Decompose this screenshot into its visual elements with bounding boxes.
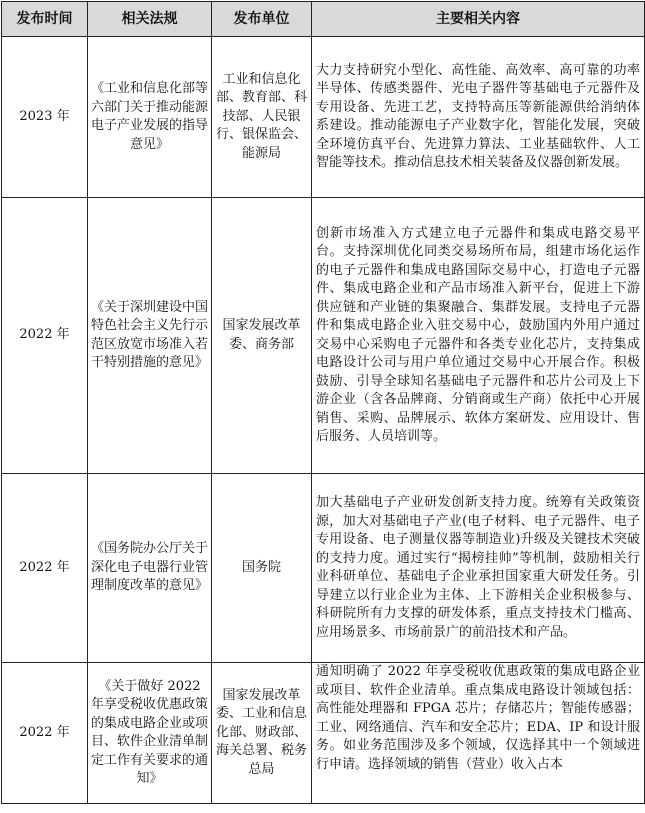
cell-regulation: 《关于深圳建设中国特色社会主义先行示范区放宽市场准入若干特别措施的意见》 bbox=[88, 198, 212, 474]
cell-content: 加大基础电子产业研发创新支持力度。统筹有关政策资源，加大对基础电子产业(电子材料、电子元器件、电子专用设备、电子测量仪器等制造业)升级及关键技术突破的支持力度。通过实行“揭榜挂帅”等机制，鼓励相关行业科研单位、基础电子企业承担国家重大研发任务。引导建立以行业企业为主体、上下游相关企业积极参与、科研院所有力支撑的研发体系，重点支持技术门槛高、应用场景多、市场前景广的前沿技术和产品。 bbox=[312, 474, 645, 663]
table-row bbox=[2, 37, 645, 198]
cell-time: 2022 年 bbox=[2, 198, 88, 474]
header-time: 发布时间 bbox=[2, 2, 88, 37]
cell-regulation: 《国务院办公厅关于深化电子电器行业管理制度改革的意见》 bbox=[88, 474, 212, 663]
cell-issuer: 工业和信息化部、教育部、科技部、人民银行、银保监会、能源局 bbox=[212, 37, 312, 198]
table-header bbox=[2, 2, 645, 37]
cell-regulation: 《关于做好 2022 年享受税收优惠政策的集成电路企业或项目、软件企业清单制定工作有关要求的通知》 bbox=[88, 663, 212, 804]
cell-content-text: 通知明确了 2022 年享受税收优惠政策的集成电路企业或项目、软件企业清单。重点集成电路设计领域包括：高性能处理器和 FPGA 芯片；存储芯片；智能传感器；工业、网络通信、汽车和安全芯片；EDA、IP 和设计服务。如业务范围涉及多个领域，仅选择其中一个领域进行申请。选择领域的销售（营业）收入占本 bbox=[316, 664, 640, 772]
policy-table bbox=[1, 1, 645, 804]
cell-regulation: 《工业和信息化部等六部门关于推动能源电子产业发展的指导意见》 bbox=[88, 37, 212, 198]
table-row bbox=[2, 663, 645, 804]
cell-time: 2022 年 bbox=[2, 474, 88, 663]
cell-time: 2022 年 bbox=[2, 663, 88, 804]
cell-issuer: 国家发展改革委、商务部 bbox=[212, 198, 312, 474]
cell-issuer: 国务院 bbox=[212, 474, 312, 663]
table-body bbox=[2, 37, 645, 804]
cell-content: 大力支持研究小型化、高性能、高效率、高可靠的功率半导体、传感类器件、光电子器件等基础电子元器件及专用设备、先进工艺，支持特高压等新能源供给消纳体系建设。推动能源电子产业数字化，智能化发展，突破全环境仿真平台、先进算力算法、工业基础软件、人工智能等技术。推动信息技术相关装备及仪器创新发展。 bbox=[312, 37, 645, 198]
table-row bbox=[2, 198, 645, 474]
header-issuer: 发布单位 bbox=[212, 2, 312, 37]
header-regulation: 相关法规 bbox=[88, 2, 212, 37]
header-row bbox=[2, 2, 645, 37]
cell-issuer: 国家发展改革委、工业和信息化部、财政部、海关总署、税务总局 bbox=[212, 663, 312, 804]
cell-content bbox=[312, 663, 645, 804]
header-content: 主要相关内容 bbox=[312, 2, 645, 37]
table-row bbox=[2, 474, 645, 663]
cell-time: 2023 年 bbox=[2, 37, 88, 198]
cell-content: 创新市场准入方式建立电子元器件和集成电路交易平台。支持深圳优化同类交易场所布局，组建市场化运作的电子元器件和集成电路国际交易中心，打造电子元器件、集成电路企业和产品市场准入新平台，促进上下游供应链和产业链的集聚融合、集群发展。支持电子元器件和集成电路企业入驻交易中心，鼓励国内外用户通过交易中心采购电子元器件和各类专业化芯片，支持集成电路设计公司与用户单位通过交易中心开展合作。积极鼓励、引导全球知名基础电子元器件和芯片公司及上下游企业（含各品牌商、分销商或生产商）依托中心开展销售、采购、品牌展示、软体方案研发、应用设计、售后服务、人员培训等。 bbox=[312, 198, 645, 474]
